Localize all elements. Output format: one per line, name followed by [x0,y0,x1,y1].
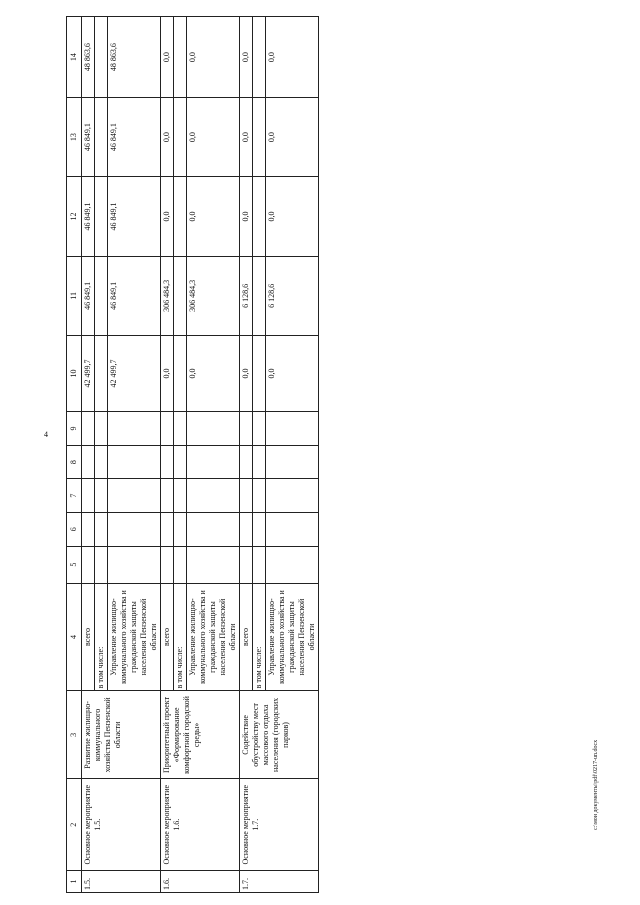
value-cell [95,98,108,177]
row-label: всего [82,583,95,691]
empty-cell [95,512,108,546]
value-cell [253,335,266,411]
value-cell: 0,0 [187,98,240,177]
footer-file-path: c:\мои документы\pdf\0217-un.docx [593,739,599,830]
col-header: 6 [67,512,82,546]
value-cell: 46 849,1 [82,256,95,335]
empty-cell [95,445,108,479]
empty-cell [95,412,108,446]
empty-cell [253,479,266,513]
value-cell [95,256,108,335]
item-description: Приоритетный проект «Формирование комфортной городской среды» [161,691,240,779]
value-cell: 6 128,6 [266,256,319,335]
empty-cell [174,412,187,446]
item-number: 1.7. [240,870,319,892]
empty-cell [161,479,174,513]
row-label: всего [161,583,174,691]
empty-cell [266,512,319,546]
value-cell [174,335,187,411]
value-cell: 0,0 [240,17,253,98]
empty-cell [108,445,161,479]
col-header: 5 [67,546,82,583]
value-cell: 0,0 [161,335,174,411]
empty-cell [82,479,95,513]
empty-cell [82,445,95,479]
value-cell: 0,0 [187,335,240,411]
empty-cell [240,479,253,513]
value-cell: 46 849,1 [82,98,95,177]
value-cell: 6 128,6 [240,256,253,335]
empty-cell [95,546,108,583]
row-label: в том числе: [95,583,108,691]
empty-cell [253,412,266,446]
empty-cell [161,512,174,546]
empty-cell [187,445,240,479]
value-cell: 48 863,6 [82,17,95,98]
empty-cell [240,512,253,546]
value-cell [95,335,108,411]
value-cell [95,177,108,257]
value-cell [253,98,266,177]
value-cell [174,177,187,257]
empty-cell [108,479,161,513]
item-number: 1.5. [82,870,161,892]
item-name: Основное мероприятие 1.6. [161,779,240,871]
page-number: 4 [44,430,48,439]
value-cell: 0,0 [266,98,319,177]
row-label: в том числе: [174,583,187,691]
empty-cell [108,546,161,583]
empty-cell [82,546,95,583]
item-description: Содействие обустройству мест массового отдыха населения (городских парков) [240,691,319,779]
value-cell: 46 849,1 [108,177,161,257]
empty-cell [174,512,187,546]
item-name: Основное мероприятие 1.5. [82,779,161,871]
col-header: 9 [67,412,82,446]
value-cell: 306 484,3 [187,256,240,335]
empty-cell [253,546,266,583]
empty-cell [82,512,95,546]
empty-cell [108,512,161,546]
col-header: 4 [67,583,82,691]
header-row [67,17,82,893]
row-label: Управление жилищно-коммунального хозяйства и гражданской защиты населения Пензенской области [108,583,161,691]
value-cell: 306 484,3 [161,256,174,335]
empty-cell [187,479,240,513]
row-label: Управление жилищно-коммунального хозяйства и гражданской защиты населения Пензенской области [266,583,319,691]
col-header: 14 [67,17,82,98]
value-cell: 0,0 [187,17,240,98]
value-cell [174,256,187,335]
value-cell: 0,0 [161,17,174,98]
col-header: 1 [67,870,82,892]
value-cell: 46 849,1 [108,256,161,335]
rotated-table-container [66,16,596,893]
table-row [82,17,95,893]
empty-cell [253,445,266,479]
item-description: Развитие жилищно-коммунального хозяйства Пензенской области [82,691,161,779]
empty-cell [187,512,240,546]
value-cell: 42 499,7 [82,335,95,411]
empty-cell [95,479,108,513]
col-header: 7 [67,479,82,513]
col-header: 8 [67,445,82,479]
col-header: 12 [67,177,82,257]
value-cell: 0,0 [161,177,174,257]
value-cell: 0,0 [240,177,253,257]
empty-cell [174,445,187,479]
value-cell [95,17,108,98]
empty-cell [266,412,319,446]
empty-cell [266,445,319,479]
value-cell: 42 499,7 [108,335,161,411]
table-row [240,17,253,893]
value-cell [253,256,266,335]
row-label: Управление жилищно-коммунального хозяйства и гражданской защиты населения Пензенской области [187,583,240,691]
empty-cell [240,412,253,446]
empty-cell [82,412,95,446]
value-cell [253,177,266,257]
empty-cell [174,546,187,583]
value-cell: 46 849,1 [108,98,161,177]
empty-cell [266,479,319,513]
empty-cell [174,479,187,513]
col-header: 3 [67,691,82,779]
value-cell [174,98,187,177]
value-cell: 0,0 [266,17,319,98]
empty-cell [187,412,240,446]
item-name: Основное мероприятие 1.7. [240,779,319,871]
value-cell: 0,0 [266,177,319,257]
empty-cell [108,412,161,446]
col-header: 13 [67,98,82,177]
value-cell [174,17,187,98]
col-header: 2 [67,779,82,871]
value-cell: 0,0 [240,335,253,411]
funding-table [66,16,319,893]
value-cell: 0,0 [161,98,174,177]
table-row [161,17,174,893]
empty-cell [240,445,253,479]
value-cell: 46 849,1 [82,177,95,257]
empty-cell [161,546,174,583]
empty-cell [187,546,240,583]
empty-cell [240,546,253,583]
row-label: в том числе: [253,583,266,691]
empty-cell [161,445,174,479]
col-header: 11 [67,256,82,335]
row-label: всего [240,583,253,691]
value-cell: 48 863,6 [108,17,161,98]
item-number: 1.6. [161,870,240,892]
value-cell: 0,0 [240,98,253,177]
value-cell [253,17,266,98]
empty-cell [253,512,266,546]
value-cell: 0,0 [187,177,240,257]
value-cell: 0,0 [266,335,319,411]
col-header: 10 [67,335,82,411]
empty-cell [161,412,174,446]
empty-cell [266,546,319,583]
